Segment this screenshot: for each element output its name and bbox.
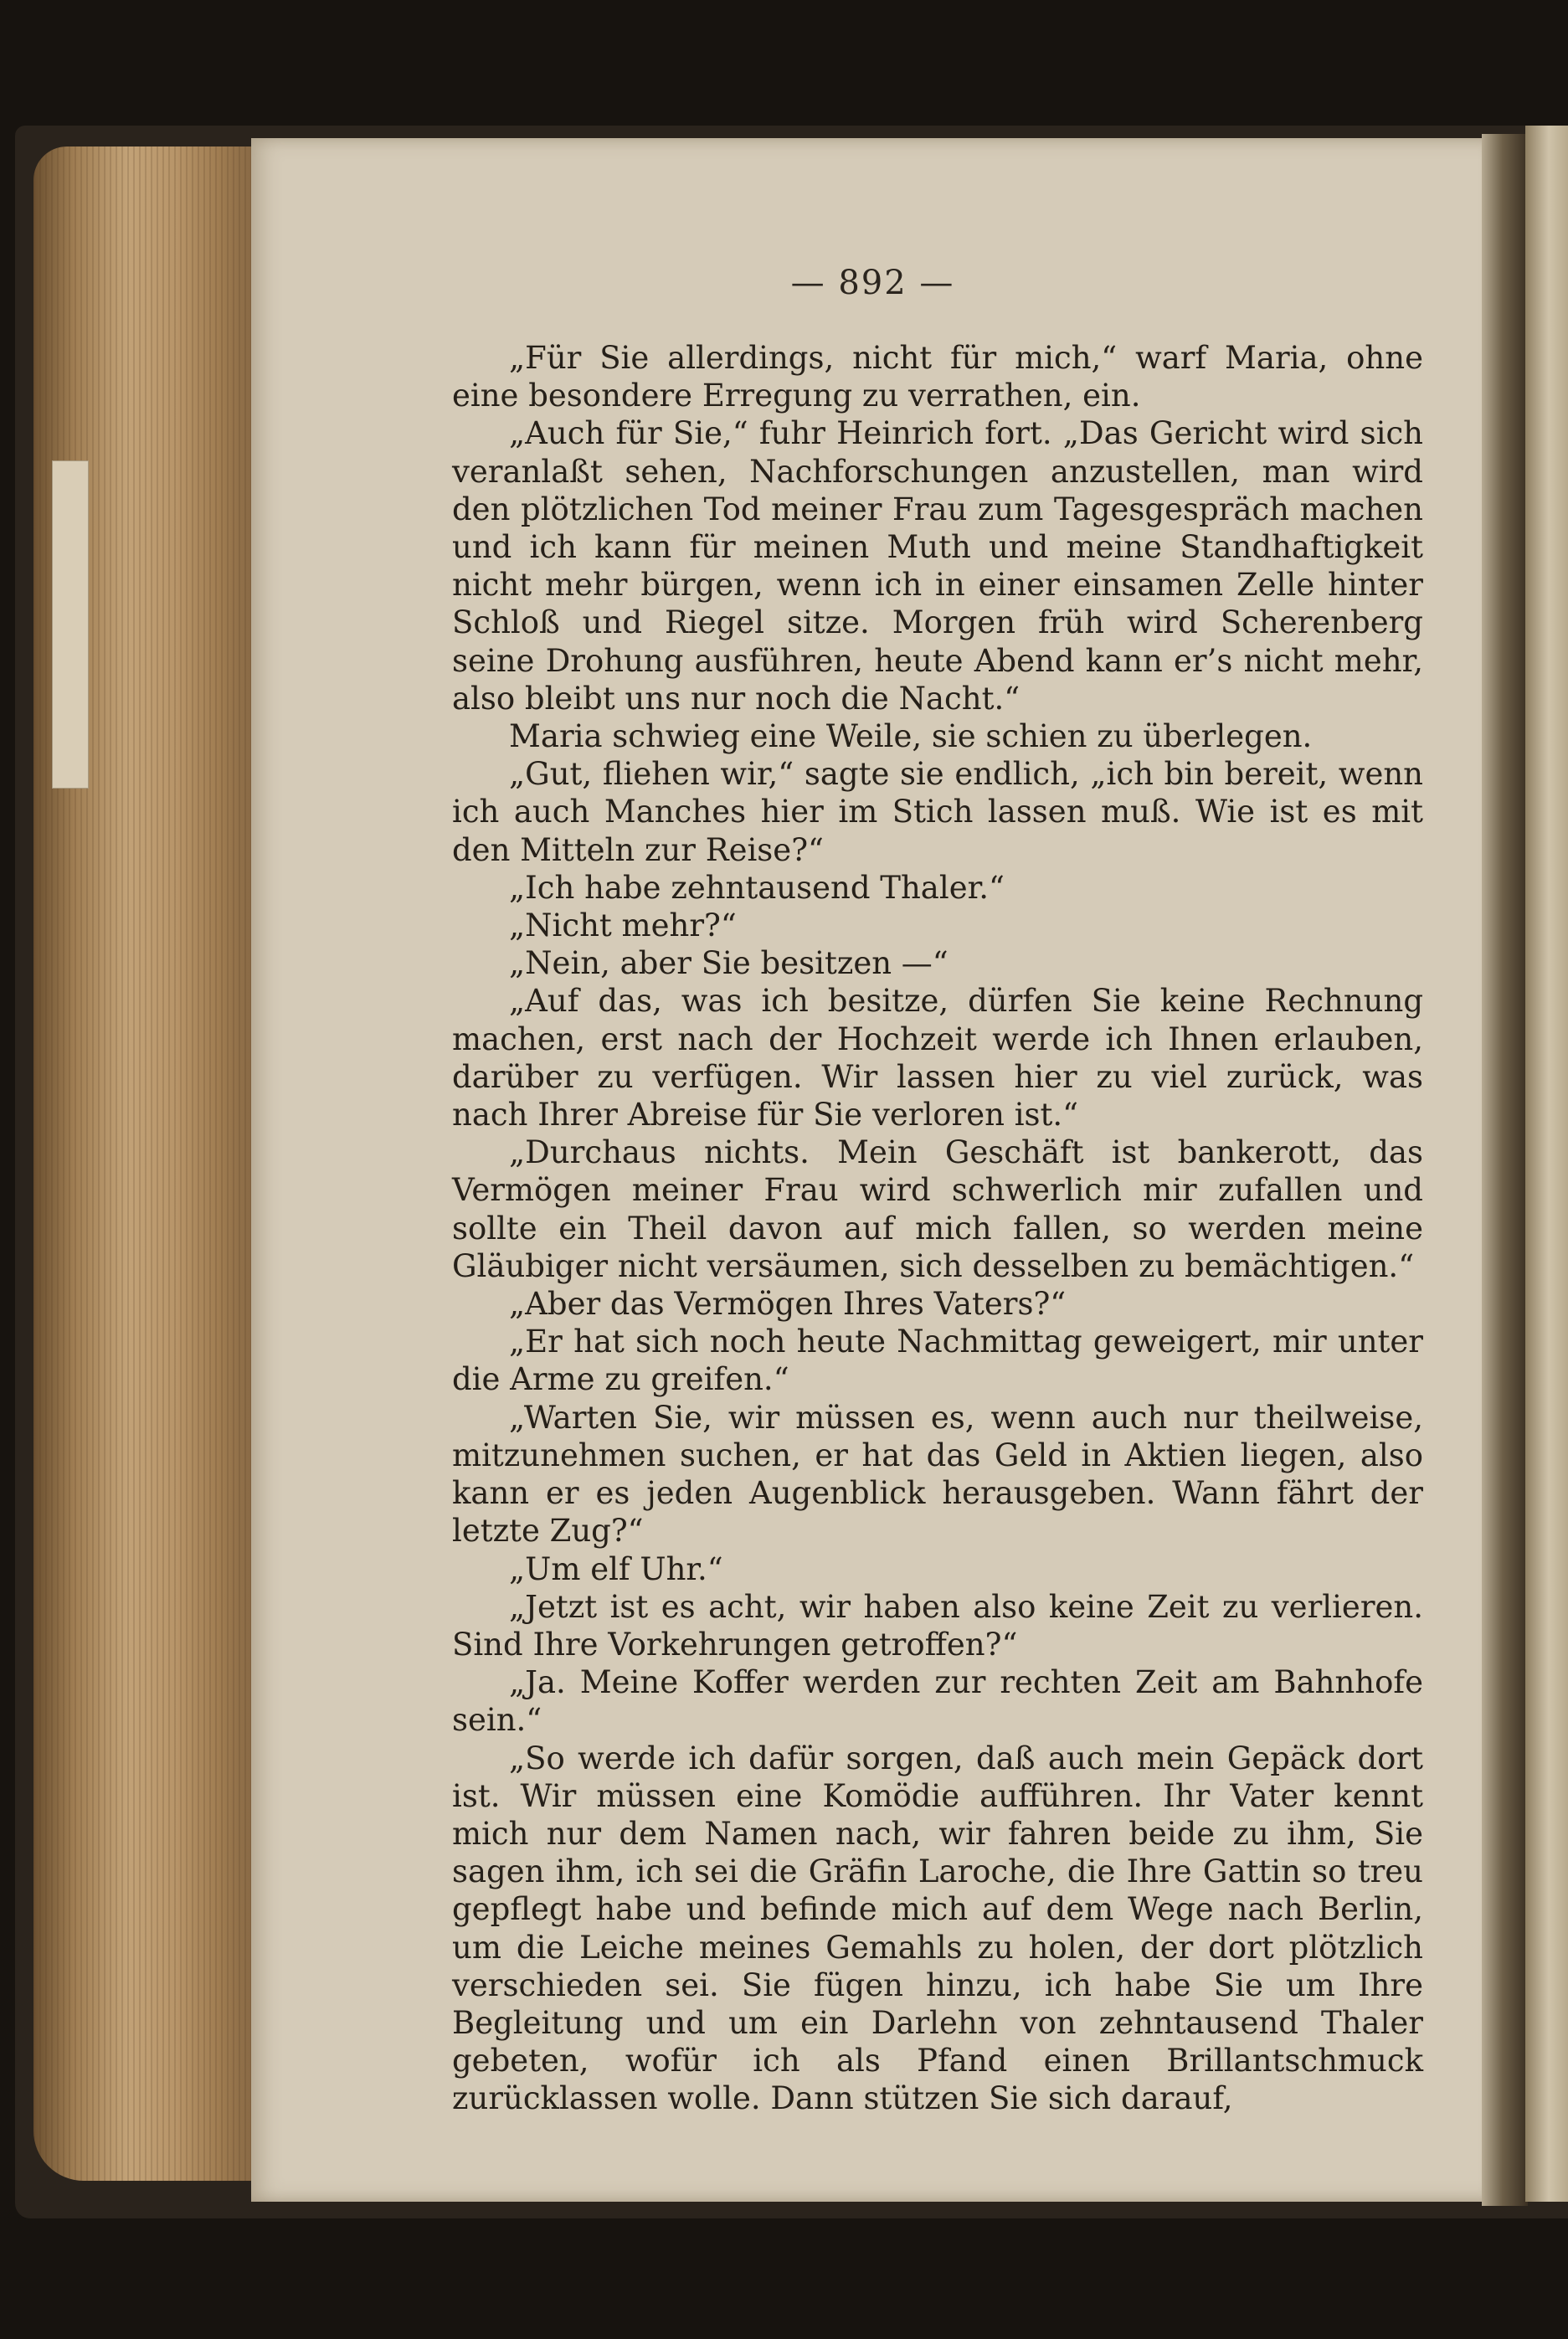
paragraph: „Gut, fliehen wir,“ sagte sie endlich, „ich bin bereit, wenn ich auch Manches hier im Stich lassen muß. Wie ist es mit den Mitteln zur Reise?“	[452, 756, 1423, 868]
paragraph: „Ich habe zehntausend Thaler.“	[509, 869, 1005, 906]
bookmark-slip	[52, 460, 89, 789]
paragraph: „Er hat sich noch heute Nachmittag geweigert, mir unter die Arme zu greifen.“	[452, 1324, 1423, 1398]
page-edges-texture	[33, 147, 268, 2181]
paragraph: „Warten Sie, wir müssen es, wenn auch nur theilweise, mitzunehmen suchen, er hat das Geld in Aktien liegen, also kann er es jeden Augenblick herausgeben. Wann fährt der letzte Zug?“	[452, 1399, 1423, 1550]
page-body	[452, 339, 1423, 2118]
paragraph: „So werde ich dafür sorgen, daß auch mein Gepäck dort ist. Wir müssen eine Komödie aufführen. Ihr Vater kennt mich nur dem Namen nach, wir fahren beide zu ihm, Sie sagen ihm, ich sei die Gräfin Laroche, die Ihre Gattin so treu gepflegt habe und befinde mich auf dem Wege nach Berlin, um die Leiche meines Gemahls zu holen, der dort plötzlich verschieden sei. Sie fügen hinzu, ich habe Sie um Ihre Begleitung und um ein Darlehn von zehntausend Thaler gebeten, wofür ich als Pfand einen Brillantschmuck zurücklassen wolle. Dann stützen Sie sich darauf,	[452, 1740, 1423, 2117]
page-number: — 892 —	[790, 264, 955, 302]
paragraph: „Um elf Uhr.“	[509, 1550, 723, 1587]
paragraph: „Nicht mehr?“	[509, 907, 737, 944]
paragraph: Maria schwieg eine Weile, sie schien zu überlegen.	[509, 718, 1313, 755]
paragraph: „Ja. Meine Koffer werden zur rechten Zeit am Bahnhofe sein.“	[452, 1664, 1423, 1739]
paragraph: „Für Sie allerdings, nicht für mich,“ warf Maria, ohne eine besondere Erregung zu verrathen, ein.	[452, 340, 1423, 414]
spine-gutter	[1482, 134, 1528, 2206]
paragraph: „Auch für Sie,“ fuhr Heinrich fort. „Das Gericht wird sich veranlaßt sehen, Nachforschungen anzustellen, man wird den plötzlichen Tod meiner Frau zum Tagesgespräch machen und ich kann für meinen Muth und meine Standhaftigkeit nicht mehr bürgen, wenn ich in einer einsamen Zelle hinter Schloß und Riegel sitze. Morgen früh wird Scherenberg seine Drohung ausführen, heute Abend kann er’s nicht mehr, also bleibt uns nur noch die Nacht.“	[452, 415, 1423, 717]
paragraph: „Nein, aber Sie besitzen —“	[509, 945, 949, 982]
paragraph: „Jetzt ist es acht, wir haben also keine Zeit zu verlieren. Sind Ihre Vorkehrungen getroffen?“	[452, 1588, 1423, 1663]
paragraph: „Auf das, was ich besitze, dürfen Sie keine Rechnung machen, erst nach der Hochzeit werde ich Ihnen erlauben, darüber zu verfügen. Wir lassen hier zu viel zurück, was nach Ihrer Abreise für Sie verloren ist.“	[452, 983, 1423, 1134]
paragraph: „Aber das Vermögen Ihres Vaters?“	[509, 1286, 1067, 1323]
paragraph: „Durchaus nichts. Mein Geschäft ist bankerott, das Vermögen meiner Frau wird schwerlich mir zufallen und sollte ein Theil davon auf mich fallen, so werden meine Gläubiger nicht versäumen, sich desselben zu bemächtigen.“	[452, 1134, 1423, 1284]
facing-page-edge	[1525, 126, 1568, 2202]
